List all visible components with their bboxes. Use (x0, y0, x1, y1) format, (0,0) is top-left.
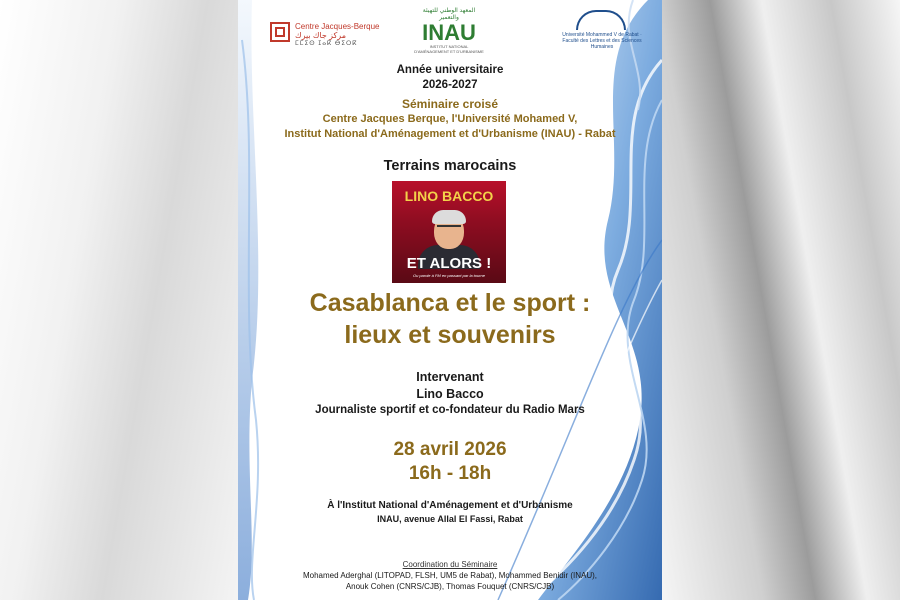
backdrop-right-panel (660, 0, 900, 600)
coordination-line-2: Anouk Cohen (CNRS/CJB), Thomas Fouquet (CNRS/CJB) (345, 582, 555, 591)
partners-line-1: Centre Jacques Berque, l'Université Mohamed V, (322, 113, 578, 125)
event-title-line-2: lieux et souvenirs (344, 321, 556, 349)
coordination-label: Coordination du Séminaire (402, 560, 498, 569)
speaker-name: Lino Bacco (416, 387, 484, 401)
book-cover-tagline: Ou parole à FM en passant par la tourne (412, 273, 486, 278)
poster-content (238, 0, 662, 600)
backdrop-left-panel (0, 0, 240, 600)
event-title-line-1: Casablanca et le sport : (309, 289, 591, 317)
cjb-logo-name: Centre Jacques-Berque (295, 22, 380, 31)
um5-emblem-icon (576, 10, 626, 30)
inau-logo-subtitle: INSTITUT NATIONAL D'AMÉNAGEMENT ET D'URBANISME (414, 44, 484, 54)
cjb-logo-tifinagh: ⵎⵎⵉⵙ ⵊⴰⴽ ⴱⵉⵔⴽ (295, 41, 358, 47)
seminar-label: Séminaire croisé (401, 97, 499, 111)
book-cover-author: LINO BACCO (404, 188, 494, 204)
inau-logo-wordmark: INAU (422, 20, 476, 45)
event-poster (238, 0, 662, 600)
um5-logo-text: Université Mohammed V de Rabat · Faculté des Lettres et des Sciences Humaines (562, 32, 642, 50)
inau-logo (414, 8, 484, 54)
inau-logo-arabic: المعهد الوطني للتهيئة والتعمير (422, 8, 476, 21)
book-cover-image (392, 181, 506, 283)
series-title: Terrains marocains (383, 158, 517, 174)
event-date: 28 avril 2026 (393, 439, 507, 460)
speaker-label: Intervenant (416, 370, 484, 384)
cjb-logo-arabic: مركز جاك بيرك (295, 31, 346, 40)
venue-line-2: INAU, avenue Allal El Fassi, Rabat (377, 514, 523, 524)
venue-line-1: À l'Institut National d'Aménagement et d'Urbanisme (327, 500, 573, 511)
cjb-emblem-icon (270, 22, 290, 42)
speaker-role: Journaliste sportif et co-fondateur du Radio Mars (315, 404, 585, 416)
universite-mohammed-v-logo (562, 10, 642, 52)
academic-year-value: 2026-2027 (422, 79, 478, 91)
coordination-line-1: Mohamed Aderghal (LITOPAD, FLSH, UM5 de Rabat), Mohammed Benidir (INAU), (302, 571, 598, 580)
event-time: 16h - 18h (408, 463, 492, 484)
centre-jacques-berque-logo (268, 20, 378, 50)
speaker-portrait (406, 209, 492, 261)
book-cover-title: ET ALORS ! (406, 255, 492, 272)
portrait-hair (432, 210, 466, 224)
partners-line-2: Institut National d'Aménagement et d'Urbanisme (INAU) - Rabat (284, 128, 616, 140)
academic-year-label: Année universitaire (396, 64, 504, 76)
portrait-glasses (437, 225, 461, 232)
